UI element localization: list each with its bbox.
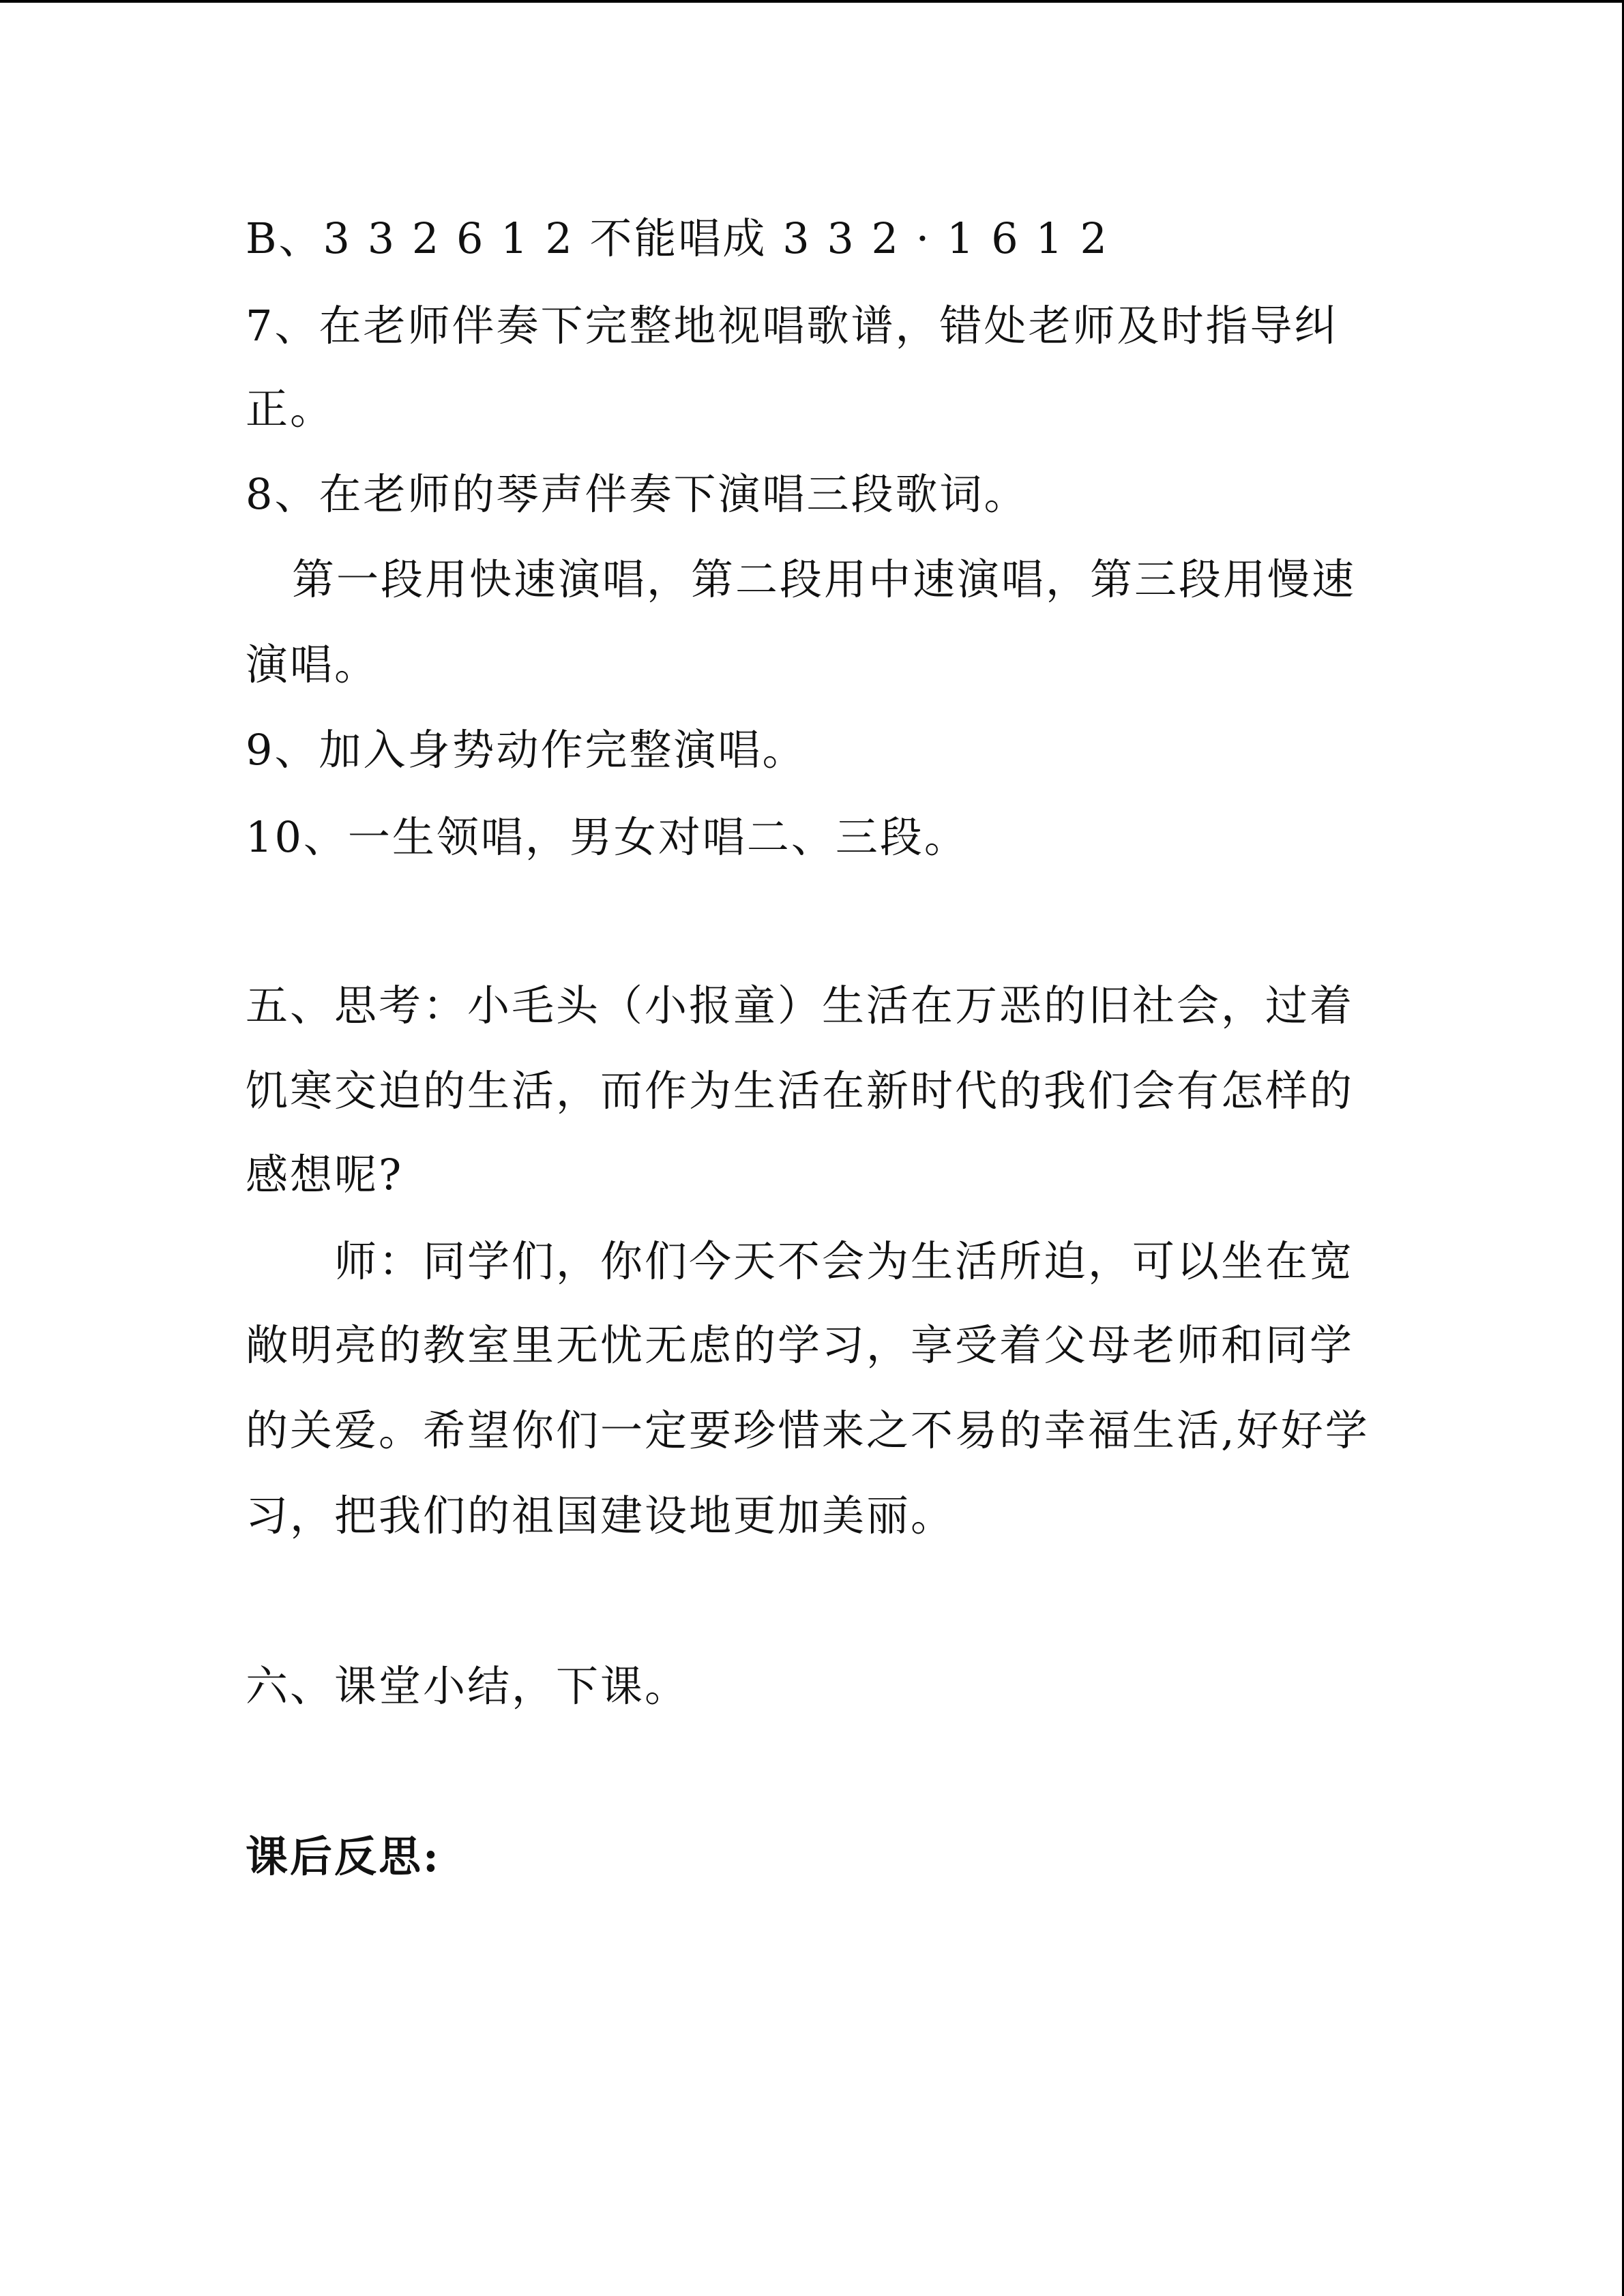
text-line-teacher-cont2: 的关爱。希望你们一定要珍惜来之不易的幸福生活,好好学 [246,1405,1370,1455]
text-line-teacher-cont3: 习，把我们的祖国建设地更加美丽。 [246,1491,956,1540]
text-line-section-5: 五、思考：小毛头（小报童）生活在万恶的旧社会，过着 [246,981,1355,1030]
text-line-step-7: 7、在老师伴奏下完整地视唱歌谱，错处老师及时指导纠 [246,301,1339,351]
text-line-teacher: 师：同学们，你们今天不会为生活所迫，可以坐在宽 [334,1236,1355,1286]
text-line-teacher-cont1: 敞明亮的教室里无忧无虑的学习，享受着父母老师和同学 [246,1320,1355,1370]
text-line-step-9: 9、加入身势动作完整演唱。 [246,725,807,775]
page-border-top [0,0,1624,3]
text-line-step-10: 10、一生领唱，男女对唱二、三段。 [246,812,969,862]
text-line-step-8-detail: 第一段用快速演唱，第二段用中速演唱，第三段用慢速 [292,554,1357,604]
text-line-reflection-heading: 课后反思: [246,1832,441,1881]
text-line-notation-note: B、3 3 2 6 1 2 不能唱成 3 3 2 · 1 6 1 2 [246,213,1109,263]
text-line-step-7-cont: 正。 [246,384,335,434]
text-line-section-5-cont1: 饥寒交迫的生活，而作为生活在新时代的我们会有怎样的 [246,1066,1355,1116]
text-line-step-8-detail-cont: 演唱。 [246,640,379,689]
text-line-section-6: 六、课堂小结，下课。 [246,1661,690,1711]
text-line-step-8: 8、在老师的琴声伴奏下演唱三段歌词。 [246,469,1029,519]
text-line-section-5-cont2: 感想呢? [246,1150,404,1199]
